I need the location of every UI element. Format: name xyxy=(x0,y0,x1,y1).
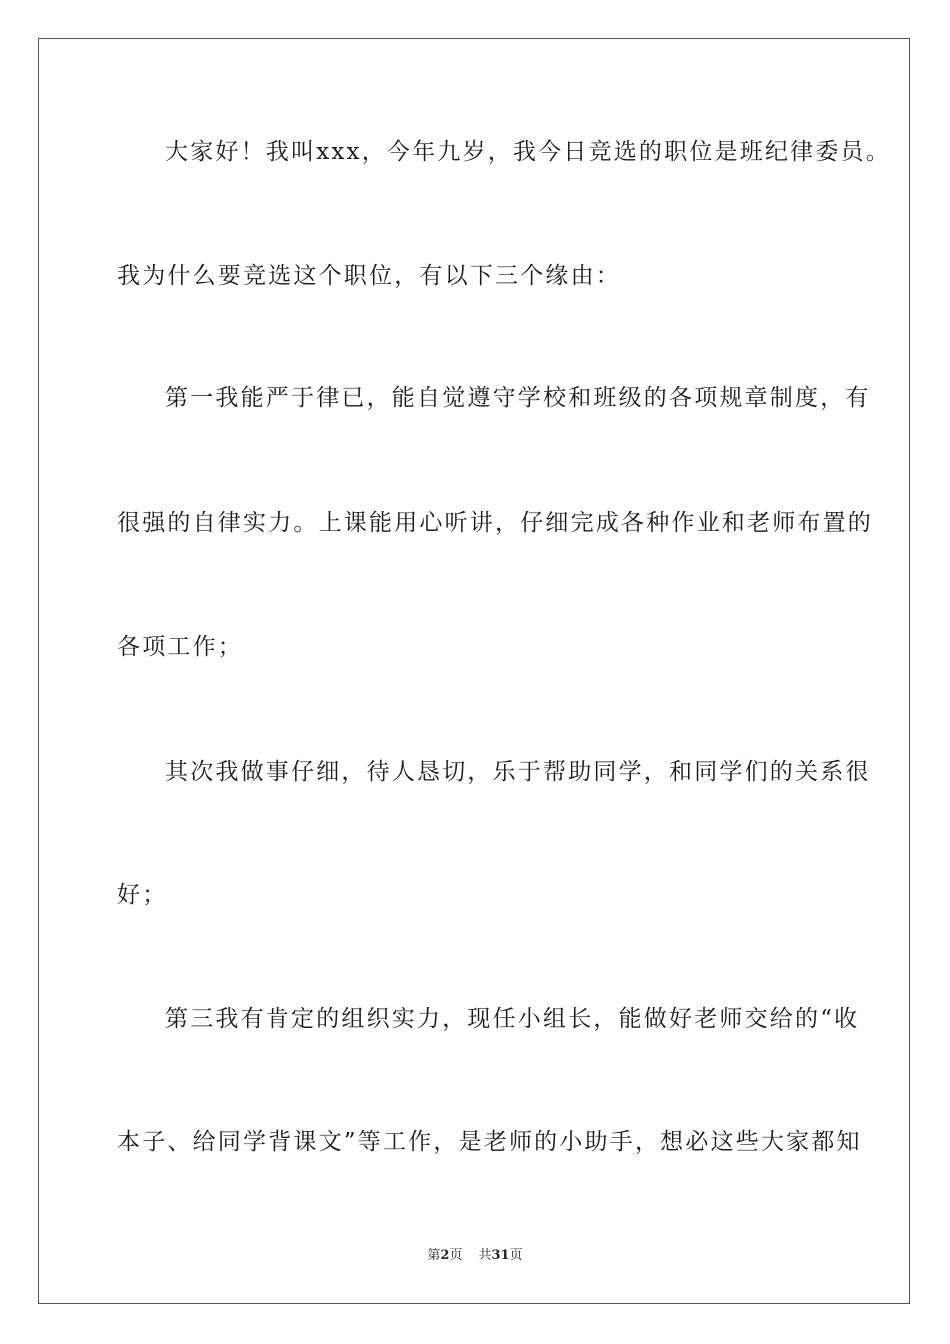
total-pages-number: 31 xyxy=(491,1248,510,1263)
paragraph-line-5: 各项工作； xyxy=(117,634,243,660)
paragraph-line-2: 我为什么要竞选这个职位，有以下三个缘由： xyxy=(117,263,621,289)
paragraph-line-1: 大家好！我叫xxx，今年九岁，我今日竞选的职位是班纪律委员。 xyxy=(165,139,891,165)
page-footer xyxy=(0,1247,950,1265)
paragraph-line-9: 本子、给同学背课文”等工作，是老师的小助手，想必这些大家都知 xyxy=(117,1129,862,1155)
page-frame xyxy=(38,38,910,1304)
paragraph-line-3: 第一我能严于律已，能自觉遵守学校和班级的各项规章制度，有 xyxy=(165,385,871,411)
page-number-suffix: 页 xyxy=(449,1248,463,1263)
current-page-number: 2 xyxy=(440,1248,450,1263)
paragraph-line-4: 很强的自律实力。上课能用心听讲，仔细完成各种作业和老师布置的 xyxy=(117,510,873,536)
total-pages-suffix: 页 xyxy=(509,1248,523,1263)
total-pages-prefix: 共 xyxy=(478,1248,492,1263)
paragraph-line-8: 第三我有肯定的组织实力，现任小组长，能做好老师交给的“收 xyxy=(165,1006,860,1032)
paragraph-line-6: 其次我做事仔细，待人恳切，乐于帮助同学，和同学们的关系很 xyxy=(165,759,871,785)
paragraph-line-7: 好； xyxy=(117,882,168,908)
page-number-prefix: 第 xyxy=(427,1248,441,1263)
